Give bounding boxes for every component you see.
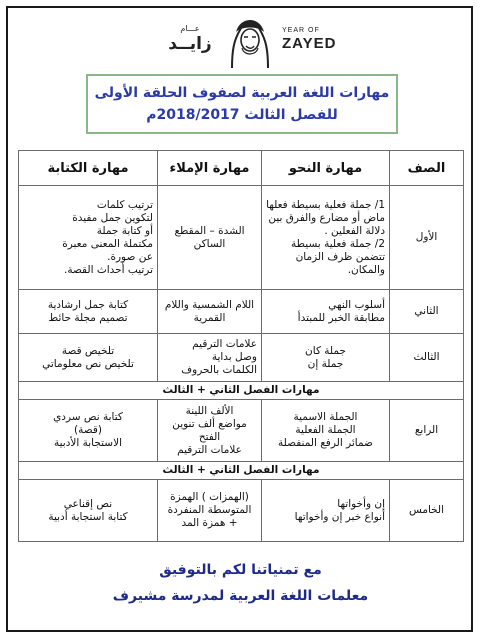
cell-line: (قصة): [74, 424, 102, 436]
cell-line: جملة إن: [307, 357, 344, 370]
table-row: [19, 186, 464, 290]
cell-line: أنواع خبر إن وأخواتها: [294, 510, 385, 523]
header-grammar: مهارة النحو: [262, 151, 390, 186]
cell-line: الألف اللينة: [185, 404, 234, 417]
semester-note-row: [19, 382, 464, 400]
grade-cell: الرابع: [390, 400, 464, 462]
dictation-cell: [158, 290, 262, 334]
cell-line: 1/ جملة فعلية بسيطة فعلها: [266, 198, 385, 211]
cell-line: أو كتابة جملة: [96, 224, 153, 237]
cell-line: علامات الترقيم: [192, 338, 257, 350]
cell-line: ماض أو مضارع والفرق بين: [268, 211, 385, 224]
cell-line: ترتيب أحداث القصة.: [63, 263, 153, 276]
cell-line: الساكن: [193, 237, 226, 250]
sheikh-zayed-portrait-icon: [222, 10, 278, 70]
table-row: [19, 334, 464, 382]
title-line-1: مهارات اللغة العربية لصفوف الحلقة الأولى: [94, 85, 390, 101]
semester-note: مهارات الفصل الثاني + الثالث: [19, 382, 464, 400]
cell-line: أسلوب النهي: [328, 298, 385, 311]
year-of-zayed-arabic-logo: [160, 24, 220, 60]
header-grade: الصف: [390, 151, 464, 186]
cell-line: الفتح: [198, 430, 221, 443]
grammar-cell: [262, 480, 390, 542]
document-title-box: [86, 74, 398, 134]
cell-line: لتكوين جمل مفيدة: [72, 211, 153, 224]
grade-cell: الثاني: [390, 290, 464, 334]
cell-line: (الهمزات ) الهمزة: [170, 491, 249, 503]
logo-ar-small: عـــام: [180, 24, 200, 33]
cell-line: الجملة الاسمية: [293, 411, 358, 423]
cell-line: + همزة المد: [181, 517, 238, 529]
cell-line: ضمائر الرفع المنفصلة: [278, 437, 373, 449]
dictation-cell: [158, 186, 262, 290]
grade-cell: الثالث: [390, 334, 464, 382]
writing-cell: [19, 290, 158, 334]
grade-cell: الأول: [390, 186, 464, 290]
cell-line: كتابة استجابة أدبية: [48, 510, 128, 523]
cell-line: كتابة جمل ارشادية: [47, 298, 129, 311]
writing-cell: [19, 400, 158, 462]
grammar-cell: [262, 186, 390, 290]
table-row: [19, 480, 464, 542]
header-dictation: مهارة الإملاء: [158, 151, 262, 186]
cell-line: مكتملة المعنى معبرة: [62, 237, 153, 250]
writing-cell: [19, 334, 158, 382]
cell-line: اللام الشمسية واللام: [164, 298, 255, 311]
title-line-2: للفصل الثالث 2018/2017م: [146, 107, 338, 123]
cell-line: إن وأخواتها: [337, 497, 385, 510]
grammar-cell: [262, 334, 390, 382]
table-header-row: [19, 151, 464, 186]
cell-line: مطابقة الخبر للمبتدأ: [297, 311, 385, 324]
table-row: [19, 290, 464, 334]
cell-line: الشدة – المقطع: [174, 224, 245, 237]
semester-note: مهارات الفصل الثاني + الثالث: [19, 462, 464, 480]
cell-line: عن صورة.: [107, 250, 153, 263]
cell-line: جملة كان: [305, 344, 346, 357]
cell-line: المتوسطة المنفردة: [167, 504, 252, 516]
skills-table: [18, 150, 464, 542]
dictation-cell: [158, 480, 262, 542]
cell-line: نص إقناعي: [63, 497, 113, 510]
grammar-cell: [262, 290, 390, 334]
cell-line: علامات الترقيم: [177, 443, 242, 456]
dictation-cell: [158, 334, 262, 382]
semester-note-row: [19, 462, 464, 480]
grammar-cell: [262, 400, 390, 462]
cell-line: تصميم مجلة حائط: [48, 311, 128, 324]
table-row: [19, 400, 464, 462]
footer-wish: مع تمنياتنا لكم بالتوفيق: [159, 562, 322, 578]
cell-line: الكلمات بالحروف: [181, 364, 257, 376]
cell-line: الاستجابة الأدبية: [53, 437, 123, 449]
cell-line: تلخيص قصة: [61, 344, 115, 357]
cell-line: تلخيص نص معلوماتي: [42, 357, 134, 370]
year-of-zayed-english-logo: [282, 26, 362, 53]
cell-line: القمرية: [193, 311, 226, 324]
logo-en-small: YEAR OF: [282, 27, 320, 34]
cell-line: تتضمن ظرف الزمان والمكان.: [295, 250, 385, 276]
cell-line: ترتيب كلمات: [96, 198, 153, 211]
cell-line: وصل بداية: [211, 351, 257, 363]
header-writing: مهارة الكتابة: [19, 151, 158, 186]
cell-line: 2/ جملة فعلية بسيطة: [291, 237, 385, 250]
writing-cell: [19, 186, 158, 290]
cell-line: الجملة الفعلية: [295, 424, 356, 436]
logo-ar-big: زايــد: [168, 34, 212, 54]
grade-cell: الخامس: [390, 480, 464, 542]
footer-signature: معلمات اللغة العربية لمدرسة مشيرف: [112, 588, 369, 604]
writing-cell: [19, 480, 158, 542]
cell-line: مواضع ألف تنوين: [172, 417, 247, 430]
cell-line: دلالة الفعلين .: [324, 224, 385, 237]
cell-line: كتابة نص سردي: [53, 411, 123, 423]
dictation-cell: [158, 400, 262, 462]
logo-en-big: ZAYED: [282, 35, 337, 52]
